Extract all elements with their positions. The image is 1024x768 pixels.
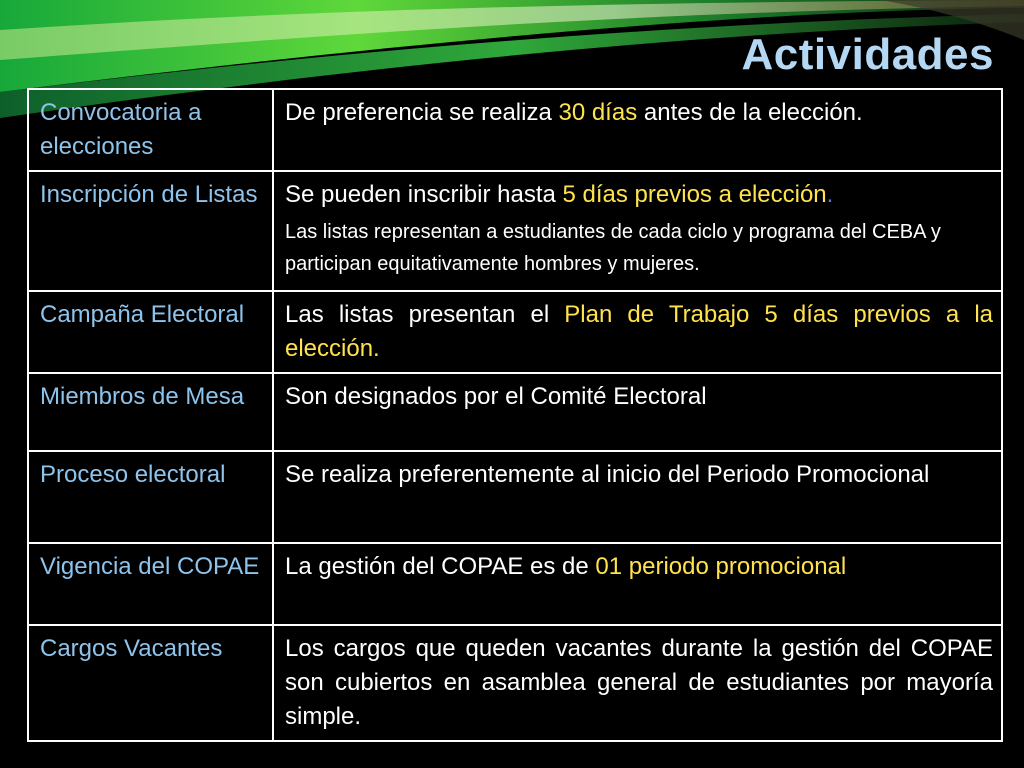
row-description <box>273 171 1002 291</box>
desc-text: Se realiza preferentemente al inicio del Periodo Promocional <box>285 461 930 488</box>
row-description <box>273 451 1002 543</box>
activities-table <box>27 88 1003 742</box>
table-row <box>28 451 1002 543</box>
highlight-text: 30 días <box>558 99 638 126</box>
row-note: Las listas representan a estudiantes de cada ciclo y programa del CEBA y participan equitativamente hombres y mujeres. <box>285 221 941 275</box>
table-row <box>28 625 1002 741</box>
table-row <box>28 171 1002 291</box>
row-description <box>273 291 1002 373</box>
table-row <box>28 373 1002 451</box>
desc-text: . <box>826 181 834 208</box>
row-label: Convocatoria a elecciones <box>28 89 273 171</box>
table-row <box>28 89 1002 171</box>
row-label: Campaña Electoral <box>28 291 273 373</box>
desc-text: De preferencia se realiza <box>285 99 559 126</box>
row-label: Proceso electoral <box>28 451 273 543</box>
slide-title: Actividades <box>741 30 994 79</box>
row-label: Cargos Vacantes <box>28 625 273 741</box>
row-description <box>273 543 1002 625</box>
desc-text: antes de la elección. <box>637 99 863 126</box>
desc-text: La gestión del COPAE es de <box>285 553 596 580</box>
table-row <box>28 543 1002 625</box>
row-description <box>273 625 1002 741</box>
highlight-text: 01 periodo promocional <box>595 553 847 580</box>
desc-text: Las listas presentan el <box>285 301 565 328</box>
desc-text: Se pueden inscribir hasta <box>285 181 563 208</box>
highlight-text: Plan de Trabajo 5 días previos a la elección. <box>285 301 993 362</box>
desc-text: Son designados por el Comité Electoral <box>285 383 707 410</box>
highlight-text: 5 días previos a elección <box>562 181 827 208</box>
row-description <box>273 89 1002 171</box>
row-description <box>273 373 1002 451</box>
row-label: Inscripción de Listas <box>28 171 273 291</box>
row-label: Miembros de Mesa <box>28 373 273 451</box>
table-row <box>28 291 1002 373</box>
row-label: Vigencia del COPAE <box>28 543 273 625</box>
desc-text: Los cargos que queden vacantes durante la gestión del COPAE son cubiertos en asamblea general de estudiantes por mayoría simple. <box>285 635 993 730</box>
